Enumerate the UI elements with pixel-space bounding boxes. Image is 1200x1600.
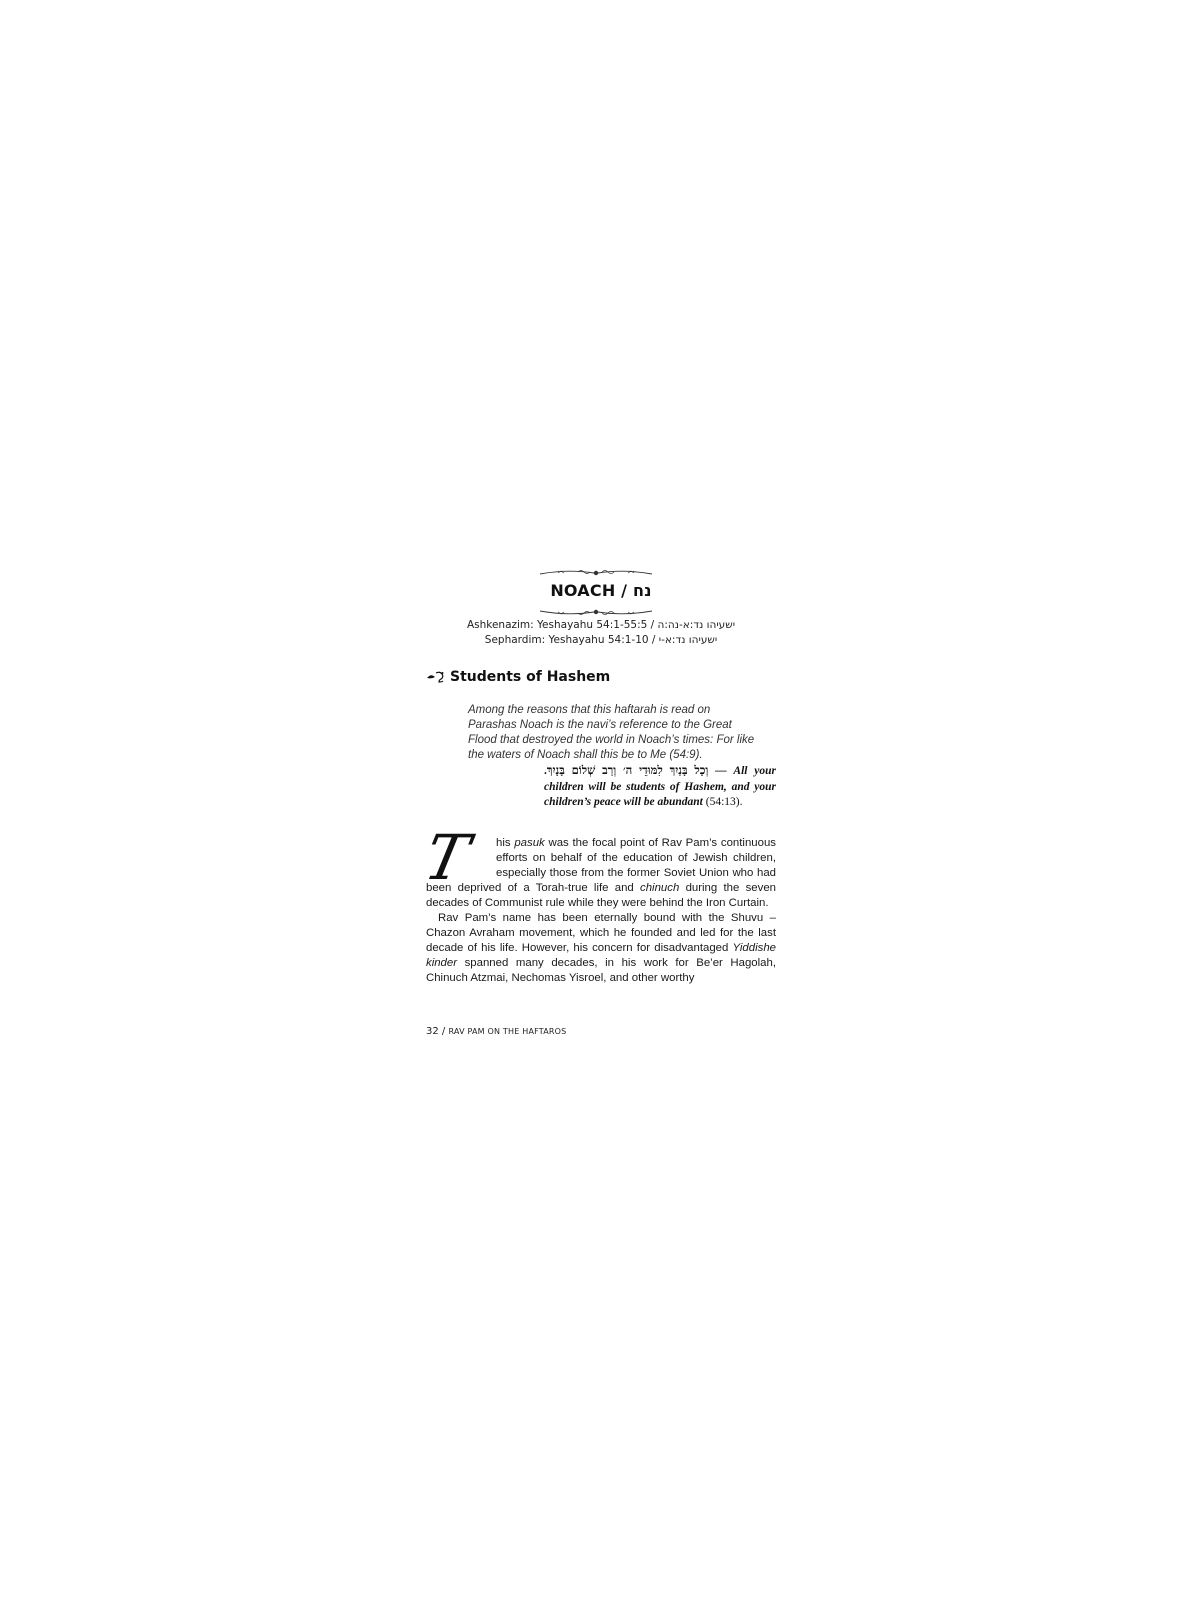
body-text-run: spanned many decades, in his work for Be’er Hagolah, Chinuch Atzmai, Nechomas Yisroel, and other worthy: [426, 957, 776, 984]
body-text-run: Rav Pam’s name has been eternally bound with the Shuvu – Chazon Avraham movement, which he founded and led for the last decade of his life. However, his concern for disadvantaged: [426, 912, 776, 954]
body-term-chinuch: chinuch: [640, 882, 680, 894]
intro-navi: navi: [586, 719, 609, 731]
ashkenazim-reading: Ashkenazim: Yeshayahu 54:1-55:5 / ישעיהו נד:א-נה:ה: [466, 619, 736, 631]
body-text: [418, 821, 776, 986]
verse-quote: [544, 764, 776, 811]
page-footer: [426, 1026, 566, 1038]
intro-parashas: Parashas: [468, 719, 517, 731]
intro-text-mid: Noach is the: [516, 719, 587, 731]
book-title: RAV PAM ON THE HAFTAROS: [448, 1027, 567, 1036]
section-heading-text: Students of Hashem: [450, 669, 611, 685]
footer-separator: /: [438, 1026, 449, 1037]
body-paragraph: [418, 821, 776, 911]
verse-hebrew: וְכָל בָּנַיִךְ לִמּוּדֵי ה׳ וְרַב שְׁלוֹם בָּנָיִךְ.: [544, 765, 709, 777]
body-paragraph: [426, 911, 776, 986]
intro-paragraph: [468, 703, 758, 763]
body-term-pasuk: pasuk: [514, 837, 545, 849]
section-ornament-icon: [426, 670, 446, 684]
verse-english: All your children will be students of Hashem, and your children’s peace will be abundant: [544, 765, 776, 808]
sephardim-reading: Sephardim: Yeshayahu 54:1-10 / ישעיהו נד:א-י: [484, 634, 718, 646]
body-text-run: his: [496, 837, 515, 849]
body-text-run: was the focal point of Rav Pam’s continuous efforts on behalf of the education of Jewish children, especially those from the former Soviet Union who had been deprived of a Torah-true life and: [426, 837, 776, 894]
verse-reference: (54:13).: [702, 796, 743, 808]
body-term-yiddishe-kinder: Yiddishe kinder: [426, 942, 776, 969]
drop-cap: T: [418, 821, 476, 894]
section-heading: [426, 668, 610, 686]
book-page: [418, 568, 776, 1038]
top-flourish-icon: [538, 568, 654, 578]
intro-text-start: Among the reasons that this haftarah is read on: [468, 704, 711, 716]
verse-dash: —: [708, 765, 734, 777]
page-number: 32: [426, 1026, 439, 1037]
body-text-run: during the seven decades of Communist rule while they were behind the Iron Curtain.: [426, 882, 776, 909]
bottom-flourish-icon: [538, 607, 654, 617]
intro-text-end: ’s reference to the Great Flood that destroyed the world in Noach’s times: For like the waters of Noach shall this be to Me (54:9).: [468, 719, 755, 761]
chapter-title: NOACH / נח: [550, 581, 652, 600]
